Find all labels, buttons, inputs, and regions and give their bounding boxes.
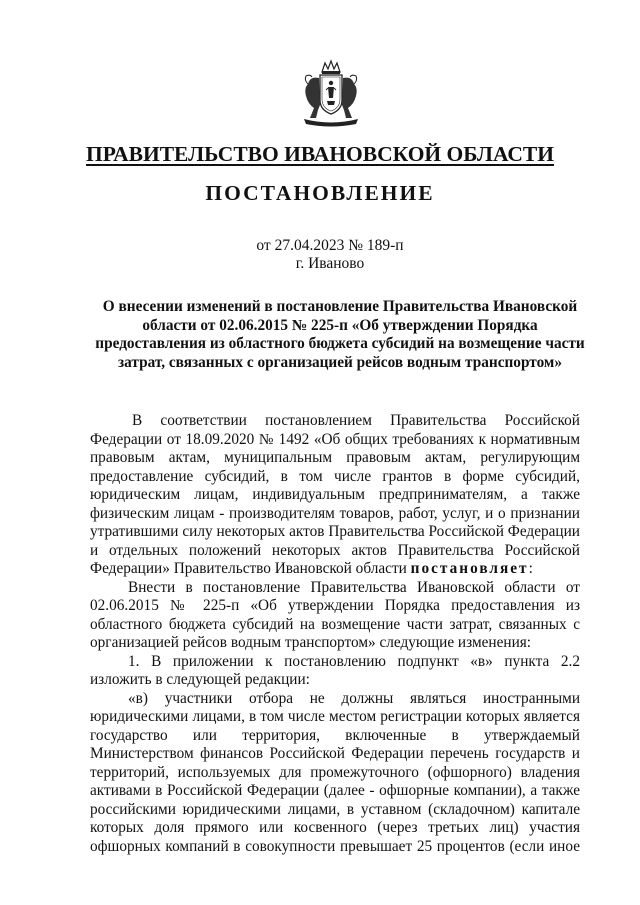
paragraph-subitem-v: «в) участники отбора не должны являться иностранными юридическими лицами, в том числе местом регистрации которых является государство или территория, включенные в утверждаемый Министерством финансов Российской Федерации перечень государств и территорий, используемых для промежуточного (офшорного) владения активами в Российской Федерации (далее - офшорные компании), а также российскими юридическими лицами, в уставном (складочном) капитале которых доля прямого или косвенного (через третьих лиц) участия офшорных компаний в совокупности превышает 25 процентов (если иное (90, 689, 580, 855)
paragraph-item-1: 1. В приложении к постановлению подпункт «в» пункта 2.2 изложить в следующей редакции: (90, 652, 580, 688)
paragraph-preamble: В соответствии постановлением Правительства Российской Федерации от 18.09.2020 № 1492 «Об общих требованиях к нормативным правовым актам, муниципальным правовым актам, регулирующим предоставление субсидий, в том числе грантов в форме субсидий, юридическим лицам, индивидуальным предпринимателям, а также физическим лицам - производителям товаров, работ, услуг, и о признании утратившими силу некоторых актов Правительства Российской Федерации и отдельных положений некоторых актов Правительства Российской Федерации» Правительство Ивановской области постановляет: (90, 412, 580, 577)
resolves-word: постановляет (410, 560, 529, 577)
city: г. Иваново (295, 255, 365, 272)
document-type: ПОСТАНОВЛЕНИЕ (205, 181, 435, 205)
government-title: ПРАВИТЕЛЬСТВО ИВАНОВСКОЙ ОБЛАСТИ (86, 142, 554, 166)
coat-of-arms-icon (298, 58, 364, 128)
document-subject: О внесении изменений в постановление Правительства Ивановской области от 02.06.2015 № 225-п «Об утверждении Порядка предоставления из областного бюджета субсидий на возмещение части затрат, связанных с организацией рейсов водным транспортом» (95, 298, 585, 371)
document-body (90, 412, 580, 856)
paragraph-amend: Внести в постановление Правительства Ивановской области от 02.06.2015 № 225-п «Об утверждении Порядка предоставления из областного бюджета субсидий на возмещение части затрат, связанных с организацией рейсов водным транспортом» следующие изменения: (90, 578, 580, 651)
date-number: от 27.04.2023 № 189-п (256, 237, 404, 254)
